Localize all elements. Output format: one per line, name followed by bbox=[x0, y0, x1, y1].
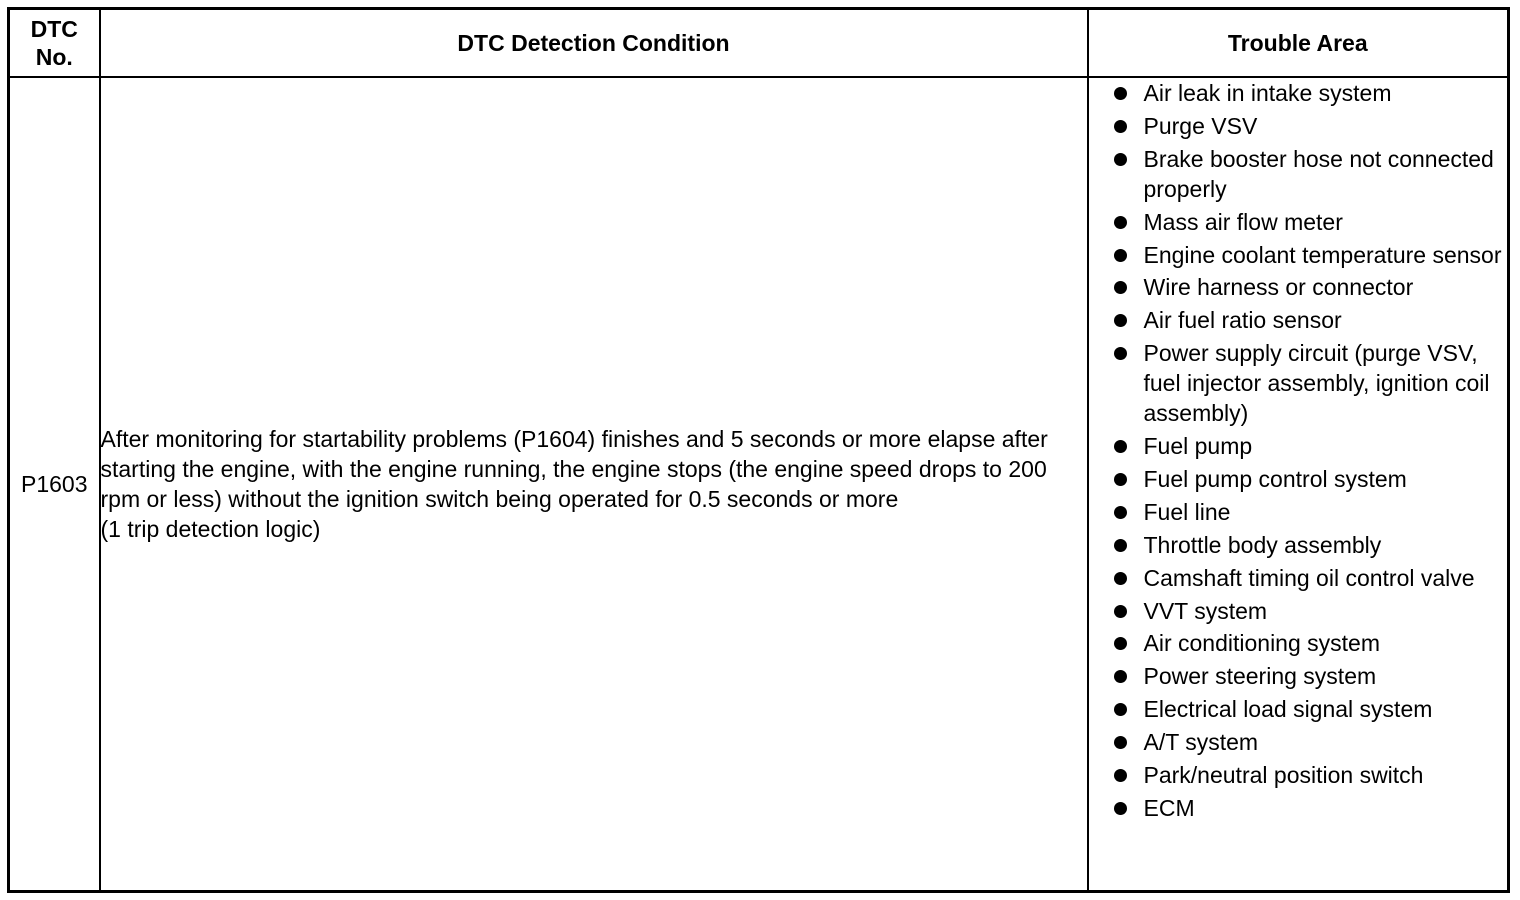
header-dtc-no: DTC No. bbox=[9, 9, 100, 78]
list-item bbox=[1089, 596, 1508, 626]
trouble-area-cell bbox=[1088, 77, 1509, 892]
list-item bbox=[1089, 305, 1508, 335]
list-item bbox=[1089, 530, 1508, 560]
trouble-area-label: Air fuel ratio sensor bbox=[1143, 307, 1342, 334]
list-item bbox=[1089, 727, 1508, 757]
bullet-icon bbox=[1114, 703, 1127, 716]
list-item bbox=[1089, 78, 1508, 108]
dtc-table bbox=[7, 7, 1510, 893]
bullet-icon bbox=[1114, 120, 1127, 133]
bullet-icon bbox=[1114, 440, 1127, 453]
bullet-icon bbox=[1114, 605, 1127, 618]
bullet-icon bbox=[1114, 769, 1127, 782]
bullet-icon bbox=[1114, 314, 1127, 327]
list-item bbox=[1089, 111, 1508, 141]
trouble-area-label: Power steering system bbox=[1143, 663, 1377, 690]
list-item bbox=[1089, 207, 1508, 237]
bullet-icon bbox=[1114, 539, 1127, 552]
bullet-icon bbox=[1114, 802, 1127, 815]
trouble-area-label: Air leak in intake system bbox=[1143, 80, 1392, 106]
trouble-area-label: A/T system bbox=[1143, 729, 1259, 756]
list-item bbox=[1089, 694, 1508, 724]
bullet-icon bbox=[1114, 153, 1127, 166]
trouble-area-label: Throttle body assembly bbox=[1143, 531, 1382, 558]
bullet-icon bbox=[1114, 216, 1127, 229]
bullet-icon bbox=[1114, 473, 1127, 486]
trouble-area-label: Camshaft timing oil control valve bbox=[1143, 564, 1475, 591]
trouble-area-label: Engine coolant temperature sensor bbox=[1143, 241, 1502, 268]
bullet-icon bbox=[1114, 670, 1127, 683]
list-item bbox=[1089, 563, 1508, 593]
list-item bbox=[1089, 464, 1508, 494]
bullet-icon bbox=[1114, 87, 1127, 100]
detection-condition bbox=[100, 77, 1088, 892]
trouble-area-label: Fuel line bbox=[1143, 498, 1231, 525]
list-item bbox=[1089, 497, 1508, 527]
trouble-area-label: Air conditioning system bbox=[1143, 630, 1380, 657]
header-detection-condition: DTC Detection Condition bbox=[100, 9, 1088, 78]
condition-logic-note: (1 trip detection logic) bbox=[100, 516, 321, 542]
table-row bbox=[9, 77, 1509, 892]
dtc-code: P1603 bbox=[9, 77, 100, 892]
trouble-area-label: ECM bbox=[1143, 794, 1195, 821]
header-row bbox=[9, 9, 1509, 78]
bullet-icon bbox=[1114, 281, 1127, 294]
trouble-area-label: VVT system bbox=[1143, 597, 1268, 624]
trouble-area-label: Mass air flow meter bbox=[1143, 208, 1343, 235]
trouble-area-label: Park/neutral position switch bbox=[1143, 762, 1424, 789]
bullet-icon bbox=[1114, 506, 1127, 519]
bullet-icon bbox=[1114, 249, 1127, 262]
list-item bbox=[1089, 338, 1508, 428]
bullet-icon bbox=[1114, 637, 1127, 650]
trouble-area-label: Wire harness or connector bbox=[1143, 274, 1414, 301]
trouble-area-list bbox=[1089, 78, 1508, 823]
list-item bbox=[1089, 272, 1508, 302]
list-item bbox=[1089, 760, 1508, 790]
bullet-icon bbox=[1114, 347, 1127, 360]
trouble-area-label: Fuel pump bbox=[1143, 433, 1253, 460]
trouble-area-label: Fuel pump control system bbox=[1143, 466, 1407, 493]
trouble-area-label: Electrical load signal system bbox=[1143, 696, 1433, 723]
bullet-icon bbox=[1114, 736, 1127, 749]
list-item bbox=[1089, 661, 1508, 691]
bullet-icon bbox=[1114, 572, 1127, 585]
list-item bbox=[1089, 628, 1508, 658]
trouble-area-label: Brake booster hose not connected properly bbox=[1143, 145, 1494, 202]
list-item bbox=[1089, 793, 1508, 823]
list-item bbox=[1089, 240, 1508, 270]
list-item bbox=[1089, 144, 1508, 204]
trouble-area-label: Purge VSV bbox=[1143, 112, 1258, 139]
list-item bbox=[1089, 431, 1508, 461]
trouble-area-label: Power supply circuit (purge VSV, fuel injector assembly, ignition coil assembly) bbox=[1143, 340, 1490, 427]
header-trouble-area: Trouble Area bbox=[1088, 9, 1509, 78]
condition-text: After monitoring for startability problems (P1604) finishes and 5 seconds or more elapse after starting the engine, with the engine running, the engine stops (the engine speed drops to 200 rpm or less) without the ignition switch being operated for 0.5 seconds or more bbox=[100, 426, 1048, 512]
